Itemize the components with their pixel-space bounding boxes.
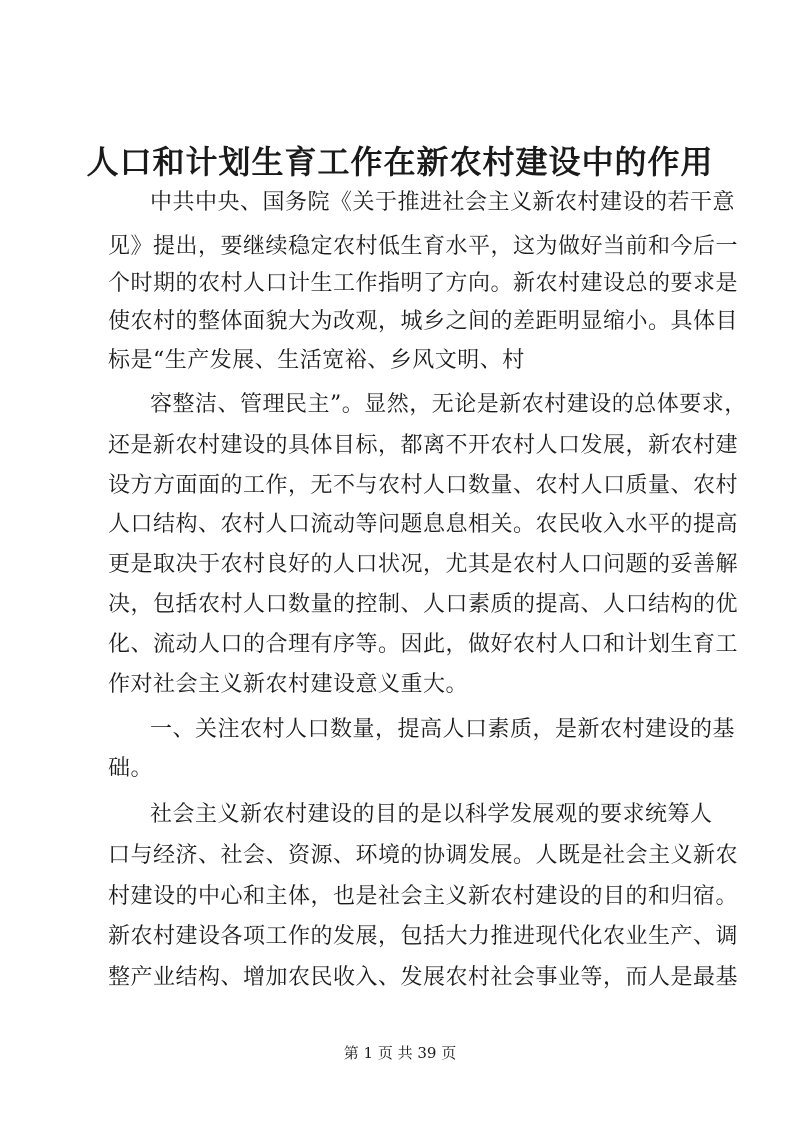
paragraph-line: 设方方面面的工作，无不与农村人口数量、农村人口质量、农村: [108, 473, 739, 498]
paragraph-line: 口与经济、社会、资源、环境的协调发展。人既是社会主义新农: [108, 843, 739, 868]
paragraph-line: 人口结构、农村人口流动等问题息息相关。农民收入水平的提高: [108, 512, 739, 537]
paragraph-line: 作对社会主义新农村建设意义重大。: [108, 672, 469, 697]
paragraph-line: 化、流动人口的合理有序等。因此，做好农村人口和计划生育工: [108, 632, 739, 657]
paragraph-line: 整产业结构、增加农民收入、发展农村社会事业等，而人是最基: [108, 965, 739, 990]
paragraph-line: 村建设的中心和主体，也是社会主义新农村建设的目的和归宿。: [108, 884, 739, 909]
section-heading-line: 一、关注农村人口数量，提高人口素质，是新农村建设的基: [150, 717, 736, 742]
paragraph-line: 更是取决于农村良好的人口状况，尤其是农村人口问题的妥善解: [108, 552, 739, 577]
paragraph-line: 标是“生产发展、生活宽裕、乡风文明、村: [108, 348, 525, 373]
paragraph-line: 容整洁、管理民主”。显然，无论是新农村建设的总体要求，: [150, 392, 747, 417]
paragraph-line: 使农村的整体面貌大为改观，城乡之间的差距明显缩小。具体目: [108, 309, 739, 334]
paragraph-line: 社会主义新农村建设的目的是以科学发展观的要求统筹人: [150, 802, 713, 827]
section-heading-line: 础。: [108, 756, 154, 781]
paragraph-line: 见》提出，要继续稳定农村低生育水平，这为做好当前和今后一: [108, 234, 739, 259]
paragraph-line: 个时期的农村人口计生工作指明了方向。新农村建设总的要求是: [108, 271, 739, 296]
paragraph-line: 决，包括农村人口数量的控制、人口素质的提高、人口结构的优: [108, 592, 739, 617]
page-number-footer: 第 1 页 共 39 页: [343, 1044, 457, 1062]
document-title: 人口和计划生育工作在新农村建设中的作用: [86, 143, 714, 181]
paragraph-line: 还是新农村建设的具体目标，都离不开农村人口发展，新农村建: [108, 433, 739, 458]
paragraph-line: 中共中央、国务院《关于推进社会主义新农村建设的若干意: [150, 190, 736, 215]
paragraph-line: 新农村建设各项工作的发展，包括大力推进现代化农业生产、调: [108, 924, 739, 949]
